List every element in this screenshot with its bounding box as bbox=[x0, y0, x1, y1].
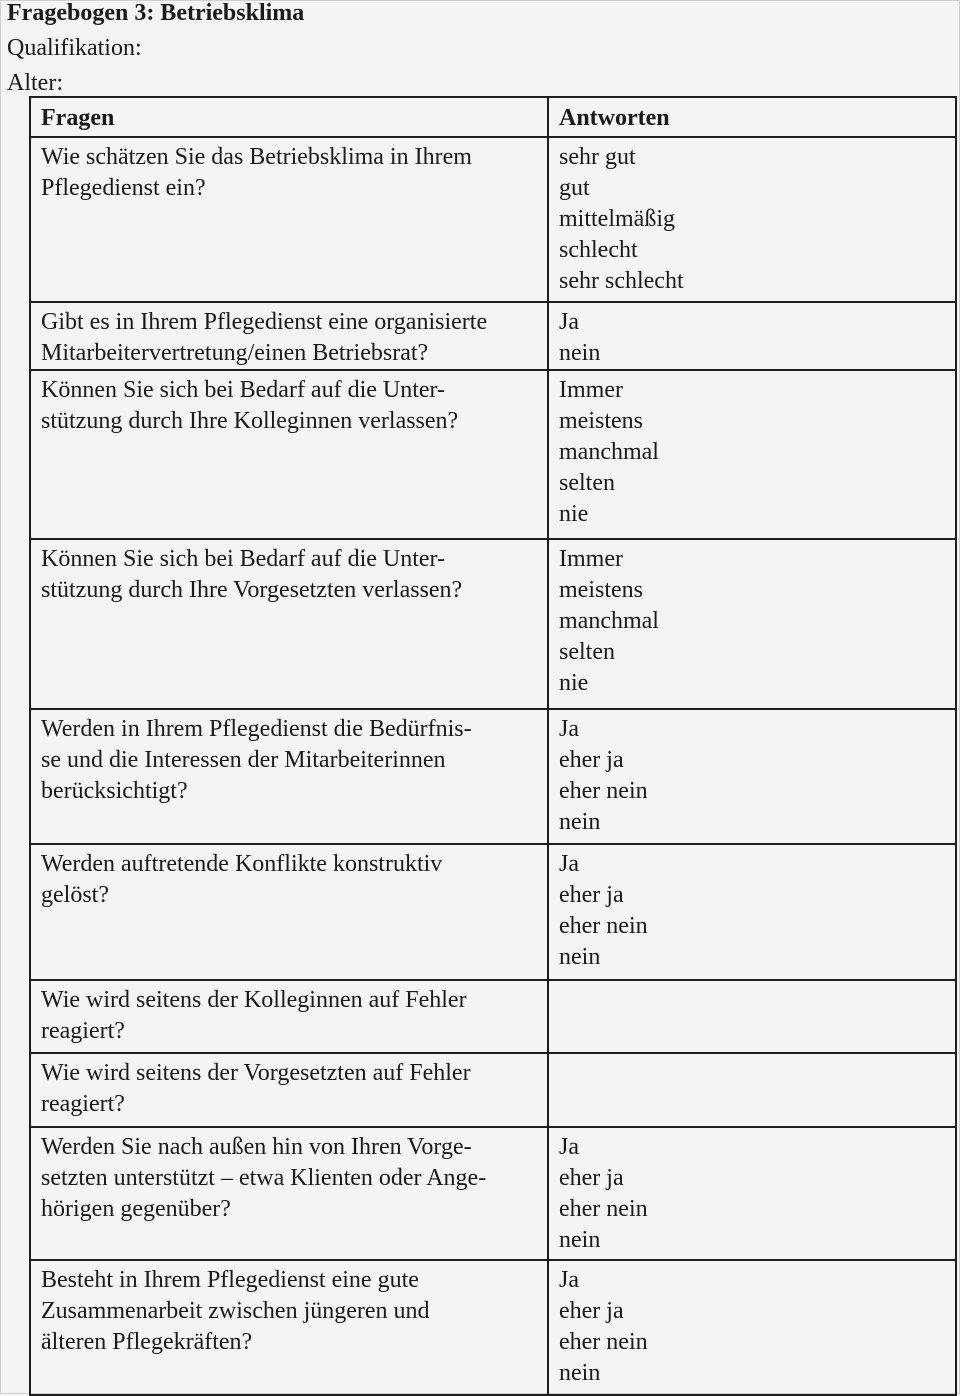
questionnaire-table bbox=[29, 96, 957, 1396]
answer-option: sehr gut bbox=[559, 144, 636, 170]
answer-option: manchmal bbox=[559, 608, 659, 634]
answer-option: selten bbox=[559, 639, 615, 665]
table-row bbox=[30, 1127, 956, 1260]
question-cell: Besteht in Ihrem Pflegedienst eine gute Zusammenarbeit zwischen jüngeren und älteren Pflegekräften? bbox=[30, 1260, 548, 1395]
answer-option: nein bbox=[559, 1227, 601, 1253]
answer-option: eher nein bbox=[559, 1329, 648, 1355]
table-row bbox=[30, 980, 956, 1053]
table-row bbox=[30, 709, 956, 844]
answers-cell bbox=[548, 1127, 956, 1260]
answers-cell bbox=[548, 137, 956, 302]
question-cell: Wie schätzen Sie das Betriebsklima in Ihrem Pflegedienst ein? bbox=[30, 137, 548, 302]
table-body bbox=[30, 137, 956, 1395]
age-label: Alter: bbox=[7, 70, 63, 96]
answer-option: Ja bbox=[559, 851, 579, 877]
question-cell: Können Sie sich bei Bedarf auf die Unter- stützung durch Ihre Vorgesetzten verlassen? bbox=[30, 539, 548, 709]
answers-cell bbox=[548, 980, 956, 1053]
answer-option: nein bbox=[559, 340, 601, 366]
answer-option: Immer bbox=[559, 546, 623, 572]
answer-option: nein bbox=[559, 1360, 601, 1386]
table-row bbox=[30, 539, 956, 709]
answer-option: Ja bbox=[559, 1134, 579, 1160]
answers-cell bbox=[548, 709, 956, 844]
table-row bbox=[30, 1260, 956, 1395]
header-questions: Fragen bbox=[30, 97, 548, 137]
answer-option: Ja bbox=[559, 1267, 579, 1293]
answers-cell bbox=[548, 1053, 956, 1127]
answer-option: nie bbox=[559, 501, 589, 527]
question-cell: Werden Sie nach außen hin von Ihren Vorge- setzten unterstützt – etwa Klienten oder Ange- hörigen gegenüber? bbox=[30, 1127, 548, 1260]
answer-option: selten bbox=[559, 470, 615, 496]
answer-option: eher ja bbox=[559, 1298, 624, 1324]
answer-option: gut bbox=[559, 175, 590, 201]
answers-cell bbox=[548, 302, 956, 370]
answer-option: manchmal bbox=[559, 439, 659, 465]
table-header-row bbox=[30, 97, 956, 137]
answer-option: nein bbox=[559, 809, 601, 835]
question-cell: Wie wird seitens der Vorgesetzten auf Fehler reagiert? bbox=[30, 1053, 548, 1127]
answers-cell bbox=[548, 1260, 956, 1395]
answer-option: eher ja bbox=[559, 882, 624, 908]
answer-option: sehr schlecht bbox=[559, 268, 684, 294]
question-cell: Werden in Ihrem Pflegedienst die Bedürfnis- se und die Interessen der Mitarbeiterinnen berücksichtigt? bbox=[30, 709, 548, 844]
answer-option: meistens bbox=[559, 408, 643, 434]
answers-cell bbox=[548, 539, 956, 709]
document-title: Fragebogen 3: Betriebsklima bbox=[7, 0, 305, 26]
answer-option: nein bbox=[559, 944, 601, 970]
answers-cell bbox=[548, 844, 956, 980]
table-row bbox=[30, 137, 956, 302]
answer-option: eher nein bbox=[559, 913, 648, 939]
qualification-label: Qualifikation: bbox=[7, 35, 142, 61]
answer-option: Ja bbox=[559, 716, 579, 742]
answer-option: Ja bbox=[559, 309, 579, 335]
question-cell: Werden auftretende Konflikte konstruktiv gelöst? bbox=[30, 844, 548, 980]
table-row bbox=[30, 1053, 956, 1127]
answer-option: eher ja bbox=[559, 1165, 624, 1191]
answer-option: Immer bbox=[559, 377, 623, 403]
header-answers: Antworten bbox=[548, 97, 956, 137]
question-cell: Gibt es in Ihrem Pflegedienst eine organisierte Mitarbeitervertretung/einen Betriebsrat? bbox=[30, 302, 548, 370]
question-cell: Wie wird seitens der Kolleginnen auf Fehler reagiert? bbox=[30, 980, 548, 1053]
answer-option: schlecht bbox=[559, 237, 638, 263]
answer-option: mittelmäßig bbox=[559, 206, 675, 232]
answer-option: eher ja bbox=[559, 747, 624, 773]
question-cell: Können Sie sich bei Bedarf auf die Unter- stützung durch Ihre Kolleginnen verlassen? bbox=[30, 370, 548, 539]
answer-option: eher nein bbox=[559, 778, 648, 804]
answer-option: meistens bbox=[559, 577, 643, 603]
table-row bbox=[30, 370, 956, 539]
table-row bbox=[30, 302, 956, 370]
answers-cell bbox=[548, 370, 956, 539]
table-row bbox=[30, 844, 956, 980]
answer-option: nie bbox=[559, 670, 589, 696]
answer-option: eher nein bbox=[559, 1196, 648, 1222]
